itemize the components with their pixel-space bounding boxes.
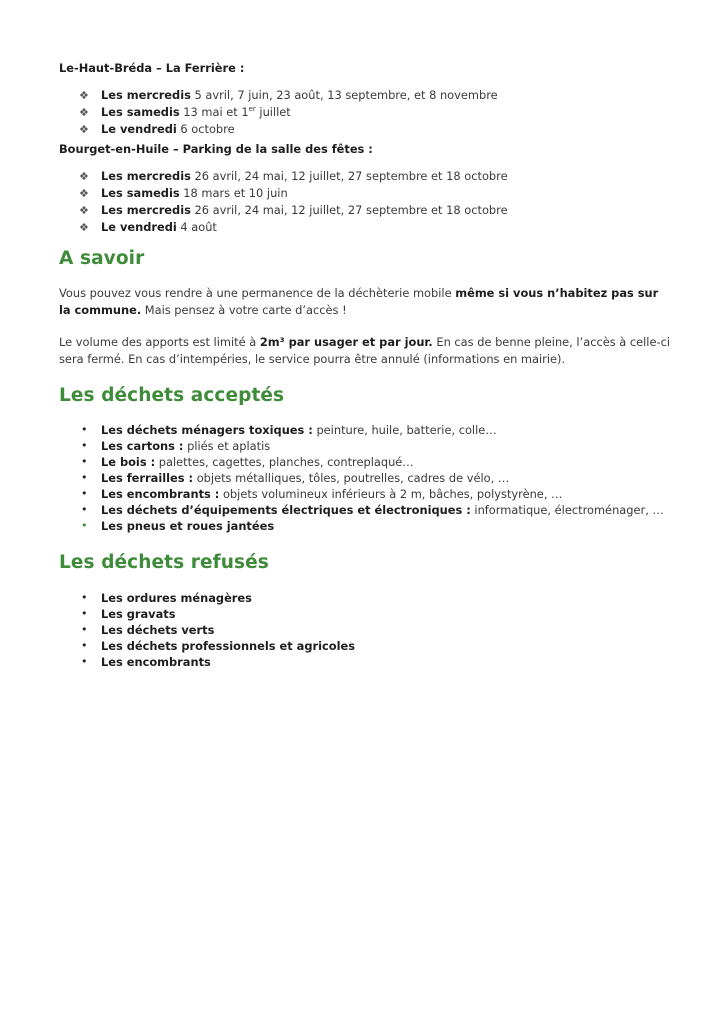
section-title-refused: Les déchets refusés: [59, 552, 269, 573]
schedule-day-label: Les mercredis: [101, 169, 191, 183]
schedule-list-haut-breda: [59, 87, 679, 138]
schedule-dates-suffix: juillet: [255, 105, 291, 119]
paragraph-text: Mais pensez à votre carte d’accès !: [141, 303, 347, 317]
refused-waste-list: [59, 590, 679, 670]
item-label: Les ferrailles :: [101, 471, 194, 485]
dot-bullet-icon: •: [81, 503, 88, 516]
list-item: [81, 518, 679, 534]
paragraph-text: Le volume des apports est limité à: [59, 335, 260, 349]
schedule-dates: 26 avril, 24 mai, 12 juillet, 27 septembre et 18 octobre: [190, 169, 508, 183]
diamond-dots-icon: ❖: [79, 106, 89, 119]
diamond-dots-icon: ❖: [79, 170, 89, 183]
diamond-dots-icon: ❖: [79, 204, 89, 217]
dot-bullet-icon: •: [81, 607, 88, 620]
accepted-waste-list: [59, 422, 679, 534]
item-detail: pliés et aplatis: [183, 439, 271, 453]
dot-bullet-icon: •: [81, 439, 88, 452]
location-heading-bourget: Bourget-en-Huile – Parking de la salle des fêtes :: [59, 142, 373, 156]
schedule-dates: 13 mai et 1: [179, 105, 249, 119]
paragraph-text: En cas de benne pleine, l’accès à celle-ci sera fermé. En cas d’intempéries, le service pourra être annulé (informations en mairie).: [59, 335, 671, 366]
list-item: [81, 590, 679, 606]
list-item: [81, 638, 679, 654]
list-item: [81, 606, 679, 622]
item-label: Les pneus et roues jantées: [101, 519, 275, 533]
list-item: [81, 622, 679, 638]
schedule-dates: 4 août: [176, 220, 217, 234]
item-label: Les déchets verts: [101, 623, 215, 637]
dot-bullet-icon: •: [81, 455, 88, 468]
list-item: [81, 502, 679, 518]
schedule-item: [79, 202, 679, 219]
diamond-dots-icon: ❖: [79, 187, 89, 200]
item-label: Les gravats: [101, 607, 176, 621]
schedule-day-label: Les mercredis: [101, 203, 191, 217]
schedule-day-label: Les samedis: [101, 105, 180, 119]
item-detail: peinture, huile, batterie, colle…: [312, 423, 497, 437]
item-label: Les déchets professionnels et agricoles: [101, 639, 356, 653]
diamond-dots-icon: ❖: [79, 123, 89, 136]
paragraph-emphasis: même si vous n’habitez pas sur la commune.: [59, 286, 659, 317]
diamond-dots-icon: ❖: [79, 89, 89, 102]
schedule-item: [79, 104, 679, 121]
dot-bullet-icon: •: [81, 519, 88, 532]
dot-bullet-icon: •: [81, 591, 88, 604]
item-label: Les encombrants: [101, 655, 211, 669]
schedule-day-label: Les mercredis: [101, 88, 191, 102]
item-label: Les déchets d’équipements électriques et électroniques :: [101, 503, 471, 517]
dot-bullet-icon: •: [81, 487, 88, 500]
item-detail: objets volumineux inférieurs à 2 m, bâches, polystyrène, …: [219, 487, 563, 501]
diamond-dots-icon: ❖: [79, 221, 89, 234]
section-title-a-savoir: A savoir: [59, 248, 145, 269]
item-label: Les encombrants :: [101, 487, 220, 501]
item-label: Les ordures ménagères: [101, 591, 252, 605]
section-title-accepted: Les déchets acceptés: [59, 385, 285, 406]
list-item: [81, 422, 679, 438]
document-page: [59, 60, 679, 670]
item-label: Les déchets ménagers toxiques :: [101, 423, 313, 437]
list-item: [81, 470, 679, 486]
dot-bullet-icon: •: [81, 639, 88, 652]
schedule-item: [79, 87, 679, 104]
item-detail: palettes, cagettes, planches, contreplaqué…: [155, 455, 414, 469]
item-label: Le bois :: [101, 455, 156, 469]
location-heading-haut-breda: Le-Haut-Bréda – La Ferrière :: [59, 61, 245, 75]
dot-bullet-icon: •: [81, 471, 88, 484]
schedule-dates: 26 avril, 24 mai, 12 juillet, 27 septembre et 18 octobre: [190, 203, 508, 217]
list-item: [81, 438, 679, 454]
dot-bullet-icon: •: [81, 655, 88, 668]
item-detail: informatique, électroménager, …: [470, 503, 664, 517]
dot-bullet-icon: •: [81, 623, 88, 636]
paragraph-access: [59, 285, 671, 319]
list-item: [81, 486, 679, 502]
item-detail: objets métalliques, tôles, poutrelles, cadres de vélo, …: [193, 471, 510, 485]
schedule-dates: 18 mars et 10 juin: [179, 186, 288, 200]
schedule-dates: 5 avril, 7 juin, 23 août, 13 septembre, et 8 novembre: [190, 88, 498, 102]
schedule-day-label: Les samedis: [101, 186, 180, 200]
list-item: [81, 454, 679, 470]
schedule-item: [79, 168, 679, 185]
schedule-item: [79, 219, 679, 236]
schedule-day-label: Le vendredi: [101, 122, 177, 136]
list-item: [81, 654, 679, 670]
schedule-list-bourget: [59, 168, 679, 236]
paragraph-text: Vous pouvez vous rendre à une permanence de la déchèterie mobile: [59, 286, 456, 300]
dot-bullet-icon: •: [81, 423, 88, 436]
paragraph-emphasis: 2m³ par usager et par jour.: [259, 335, 433, 349]
ordinal-suffix: er: [248, 105, 256, 113]
paragraph-volume: [59, 334, 671, 368]
schedule-item: [79, 185, 679, 202]
schedule-day-label: Le vendredi: [101, 220, 177, 234]
item-label: Les cartons :: [101, 439, 184, 453]
schedule-dates: 6 octobre: [176, 122, 235, 136]
schedule-item: [79, 121, 679, 138]
